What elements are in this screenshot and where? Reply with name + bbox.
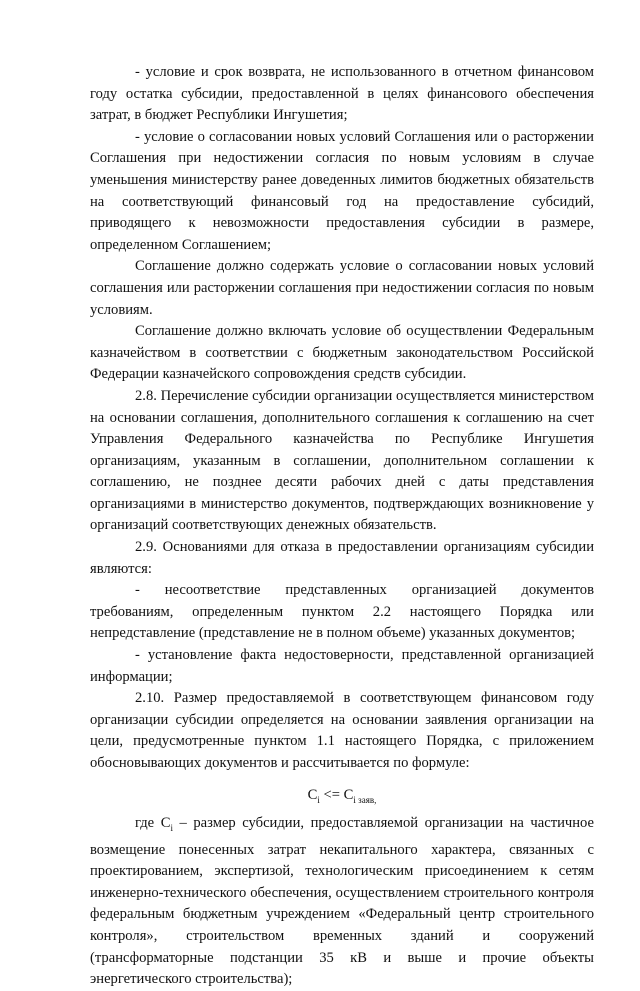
definition-sub: i: [170, 823, 173, 833]
paragraph-refund-condition: - условие и срок возврата, не использованного в отчетном финансовом году остатка субсидии, предоставленной в целях финансового обеспечения затрат, в бюджет Республики Ингушетия;: [90, 64, 594, 124]
paragraph-2-10-subsidy-size: 2.10. Размер предоставляемой в соответствующем финансовом году организации субсидии определяется на основании заявления организации на цели, предусмотренные пунктом 1.1 настоящего Порядка, с приложением обосновывающих документов и рассчитывается по формуле:: [90, 690, 594, 771]
document-page: [90, 62, 594, 991]
paragraph-formula-definition: [90, 813, 594, 991]
formula-operator: <=: [319, 786, 344, 803]
paragraph-2-9-refusal-grounds: 2.9. Основаниями для отказа в предоставлении организациям субсидии являются:: [90, 539, 594, 577]
paragraph-refusal-nonconformity: - несоответствие представленных организацией документов требованиям, определенным пунктом 2.2 настоящего Порядка или непредставление (представление не в полном объеме) указанных документов;: [90, 582, 594, 642]
paragraph-2-8-transfer: 2.8. Перечисление субсидии организации осуществляется министерством на основании соглашения, дополнительного соглашения к соглашению на счет Управления Федерального казначейства по Республике Ингушетия организациям, указанным в соглашении, дополнительном соглашении к соглашению, не позднее десяти рабочих дней с даты представления организациями в министерство документов, подтверждающих возникновение у организаций соответствующих денежных обязательств.: [90, 387, 594, 534]
formula-lhs-sub: i: [317, 794, 320, 805]
paragraph-agreement-content: Соглашение должно содержать условие о согласовании новых условий соглашения или расторжении соглашения при недостижении согласия по новым условиям.: [90, 258, 594, 318]
paragraph-agreement-termination-condition: - условие о согласовании новых условий Соглашения или о расторжении Соглашения при недостижении согласия по новым условиям в случае уменьшения министерству ранее доведенных лимитов бюджетных обязательств на соответствующий финансовый год на предоставление субсидий, приводящего к невозможности предоставления субсидии в размере, определенном Соглашением;: [90, 128, 594, 253]
formula-lhs: C: [307, 786, 318, 803]
paragraph-treasury-support: Соглашение должно включать условие об осуществлении Федеральным казначейством в соответствии с бюджетным законодательством Российской Федерации казначейского сопровождения средств субсидии.: [90, 323, 594, 383]
formula-rhs-sub: i заяв,: [353, 794, 377, 805]
subsidy-formula: [90, 785, 594, 812]
definition-prefix: где C: [135, 815, 171, 832]
paragraph-refusal-false-info: - установление факта недостоверности, представленной организацией информации;: [90, 647, 594, 685]
definition-text: – размер субсидии, предоставляемой организации на частичное возмещение понесенных затрат некапитального характера, связанных с проектированием, экспертизой, технологическим присоединением к сетям инженерно-технического обеспечения, осуществлением строительного контроля федеральным бюджетным учреждением «Федеральный центр строительного контроля», строительством временных зданий и сооружений (трансформаторные подстанции 35 кВ и выше и прочие объекты энергетического строительства);: [90, 815, 594, 988]
formula-rhs: C: [343, 786, 354, 803]
